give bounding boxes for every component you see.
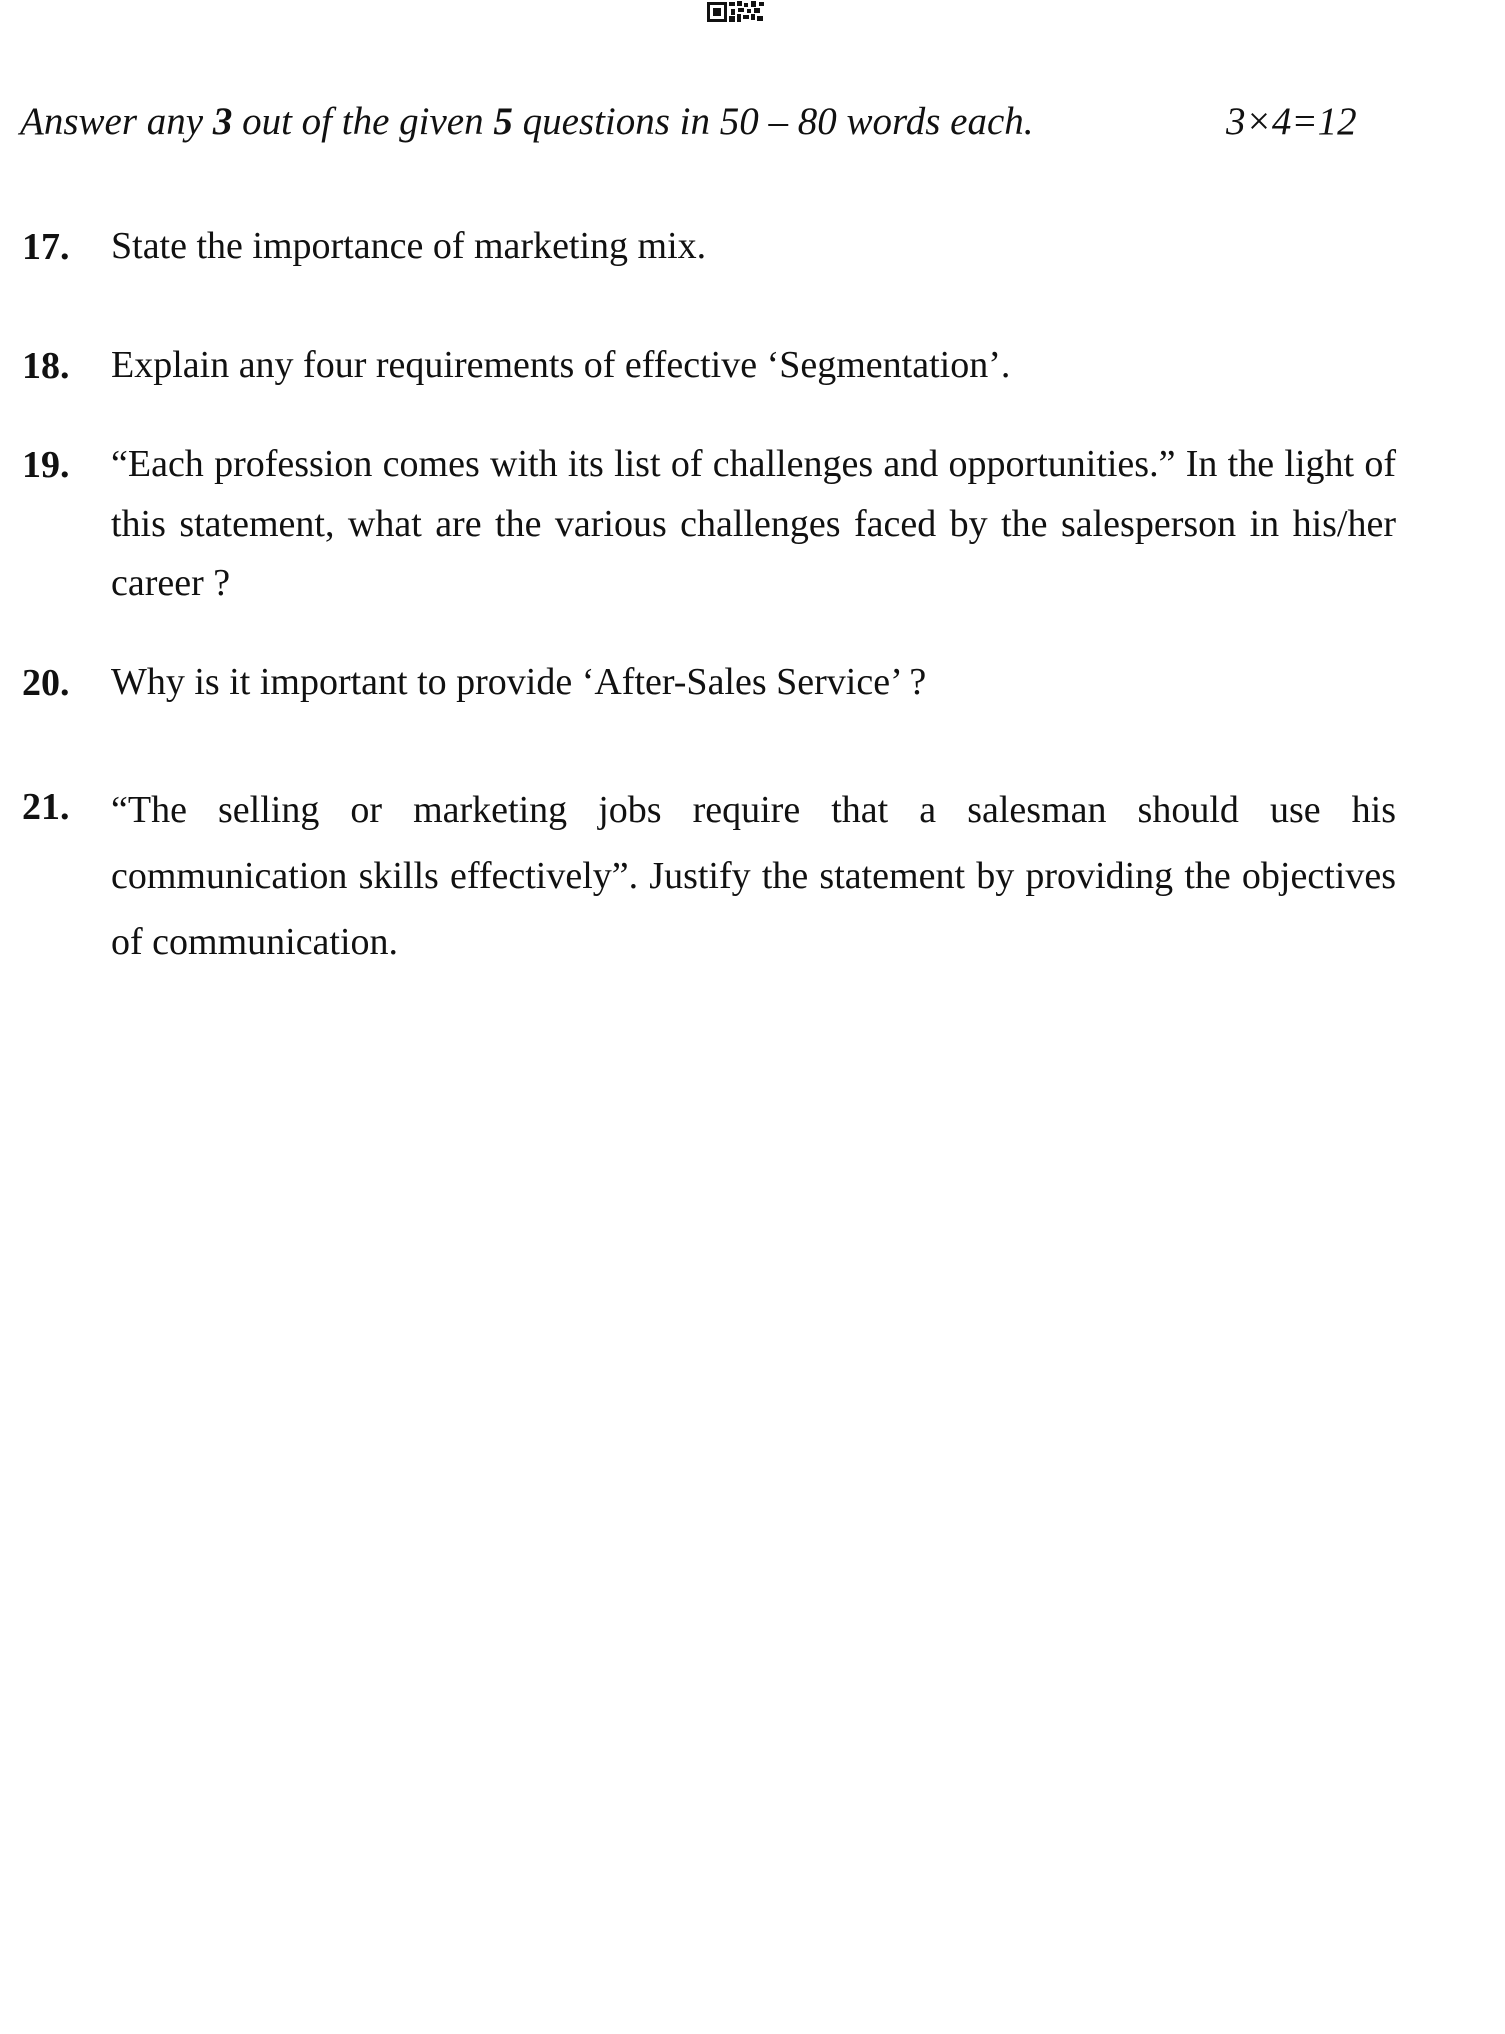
instruction-answer-count: 3 xyxy=(212,100,233,143)
question-number: 20. xyxy=(22,662,70,704)
qr-code-icon xyxy=(707,1,765,23)
question-number: 21. xyxy=(22,786,70,828)
section-instruction xyxy=(20,97,1350,147)
instruction-suffix: questions in 50 – 80 words each. xyxy=(512,100,1034,143)
question-number: 17. xyxy=(22,226,70,268)
question-text: Why is it important to provide ‘After-Sales Service’ ? xyxy=(111,661,927,703)
question-text: Explain any four requirements of effective ‘Segmentation’. xyxy=(111,344,1011,386)
instruction-prefix: Answer any xyxy=(20,100,213,143)
section-marks: 3×4=12 xyxy=(1226,100,1357,143)
question-text: “The selling or marketing jobs require that a salesman should use his communication skills effectively”. Justify the statement by providing the objectives of communication. xyxy=(111,789,1396,963)
question-number: 19. xyxy=(22,444,70,486)
instruction-total-count: 5 xyxy=(493,100,513,143)
question-text: State the importance of marketing mix. xyxy=(111,225,707,267)
question-text: “Each profession comes with its list of challenges and opportunities.” In the light of this statement, what are the various challenges faced by the salesperson in his/her career ? xyxy=(111,443,1396,604)
question-number: 18. xyxy=(22,345,70,387)
instruction-middle: out of the given xyxy=(232,100,494,143)
